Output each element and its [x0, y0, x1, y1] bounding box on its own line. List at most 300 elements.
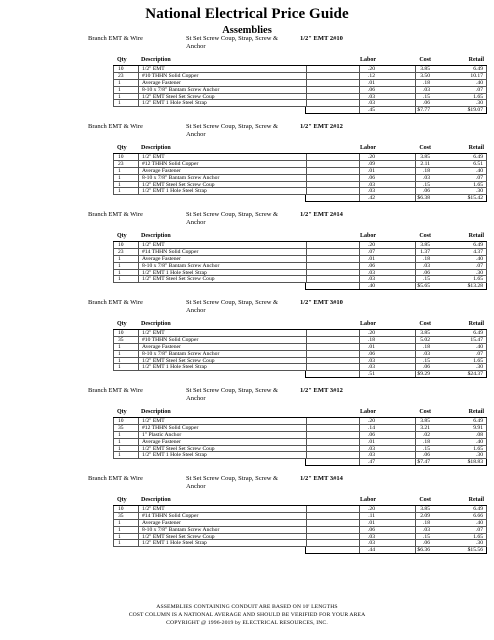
column-header-row [113, 409, 487, 417]
column-header-retail: Retail [468, 321, 484, 327]
cell-cost: .15 [423, 357, 430, 364]
column-header-labor: Labor [359, 57, 376, 63]
cell-labor: .18 [368, 336, 375, 343]
cell-retail: 9.91 [473, 424, 483, 431]
cell-desc: 8-10 x 7/8" Bantam Screw Anchor [142, 350, 220, 357]
column-divider [306, 182, 307, 188]
cell-retail: .40 [476, 79, 483, 86]
cell-desc: #10 THHN Solid Copper [142, 72, 199, 79]
cell-desc: 8-10 x 7/8" Bantam Screw Anchor [142, 86, 220, 93]
cell-cost: .18 [423, 255, 430, 262]
cell-labor: .06 [368, 86, 375, 93]
cell-desc: Average Fastener [142, 343, 181, 350]
column-divider [359, 344, 360, 350]
cell-desc: 1" Plastic Anchor [142, 431, 182, 438]
section-category: Branch EMT & Wire [88, 475, 143, 482]
column-header-cost: Cost [419, 57, 431, 63]
column-divider [359, 534, 360, 540]
total-cost: $5.65 [417, 283, 430, 290]
column-divider [138, 439, 139, 445]
table-row [113, 263, 487, 270]
column-divider [415, 73, 416, 79]
cell-desc: #14 THHN Solid Copper [142, 512, 199, 519]
cell-retail: 6.49 [473, 242, 483, 248]
cell-retail: .30 [476, 269, 483, 276]
column-divider [415, 547, 416, 553]
column-divider [359, 547, 360, 553]
section-table [113, 145, 487, 202]
cell-retail: 6.49 [473, 66, 483, 72]
column-divider [138, 358, 139, 364]
column-divider [415, 534, 416, 540]
cell-labor: .03 [368, 181, 375, 188]
cell-labor: .01 [368, 79, 375, 86]
table-row [113, 242, 487, 249]
cell-retail: .40 [476, 167, 483, 174]
table-row [113, 513, 487, 520]
cell-desc: #12 THHN Solid Copper [142, 160, 199, 167]
column-divider [359, 161, 360, 167]
table-row [113, 66, 487, 73]
section-table [113, 409, 487, 466]
section-method: St Set Screw Coup, Strap, Screw & Anchor [186, 123, 279, 138]
cell-desc: 8-10 x 7/8" Bantam Screw Anchor [142, 262, 220, 269]
section-size: 1/2" EMT 2#14 [300, 211, 343, 218]
cell-desc: 1/2" EMT [142, 506, 165, 512]
column-divider [306, 364, 307, 370]
cell-labor: .01 [368, 438, 375, 445]
column-divider [306, 534, 307, 540]
cell-qty: 1 [118, 269, 121, 276]
section-category: Branch EMT & Wire [88, 387, 143, 394]
table-row [113, 452, 487, 459]
cell-cost: .06 [423, 364, 430, 371]
table-row [113, 534, 487, 541]
cell-qty: 1 [118, 93, 121, 100]
page-title: National Electrical Price Guide [145, 6, 349, 22]
cell-cost: 1.37 [420, 248, 430, 255]
cell-qty: 1 [118, 438, 121, 445]
total-cost: $6.38 [417, 195, 430, 202]
column-divider [359, 154, 360, 160]
cell-retail: 1.65 [473, 276, 483, 283]
total-labor: .42 [368, 195, 375, 202]
cell-labor: .11 [368, 512, 375, 519]
cell-cost: .15 [423, 445, 430, 452]
column-divider [138, 425, 139, 431]
column-header-cost: Cost [419, 497, 431, 503]
column-divider [359, 540, 360, 546]
cell-cost: 3.21 [420, 424, 430, 431]
cell-labor: .03 [368, 533, 375, 540]
cell-labor: .01 [368, 343, 375, 350]
section-header [0, 298, 494, 320]
cell-cost: .15 [423, 533, 430, 540]
section-header [0, 210, 494, 232]
column-header-row [113, 233, 487, 241]
column-divider [359, 337, 360, 343]
column-divider [138, 249, 139, 255]
column-divider [138, 80, 139, 86]
column-divider [306, 168, 307, 174]
cell-labor: .09 [368, 160, 375, 167]
column-divider [138, 256, 139, 262]
column-header-qty: Qty [117, 57, 127, 63]
cell-qty: 1 [118, 276, 121, 283]
cell-labor: .20 [368, 154, 375, 160]
column-header-qty: Qty [117, 145, 127, 151]
column-divider [415, 182, 416, 188]
table-row [113, 73, 487, 80]
section-category: Branch EMT & Wire [88, 211, 143, 218]
cell-qty: 1 [118, 100, 121, 107]
column-header-row [113, 497, 487, 505]
table-row [113, 161, 487, 168]
cell-labor: .20 [368, 66, 375, 72]
column-divider [359, 276, 360, 282]
total-retail: $15.42 [467, 195, 483, 202]
column-divider [415, 364, 416, 370]
assembly-section [0, 474, 494, 562]
cell-labor: .03 [368, 188, 375, 195]
column-divider [138, 351, 139, 357]
table-row [113, 425, 487, 432]
totals-box [305, 371, 487, 378]
cell-qty: 1 [118, 188, 121, 195]
column-divider [138, 520, 139, 526]
column-divider [138, 452, 139, 458]
cell-qty: 23 [118, 160, 124, 167]
table-row [113, 80, 487, 87]
section-method: St Set Screw Coup, Strap, Screw & Anchor [186, 387, 279, 402]
cell-labor: .03 [368, 269, 375, 276]
column-divider [138, 364, 139, 370]
section-method: St Set Screw Coup, Strap, Screw & Anchor [186, 475, 279, 490]
table-row [113, 94, 487, 101]
column-divider [359, 242, 360, 248]
cell-retail: .30 [476, 188, 483, 195]
cell-desc: 1/2" EMT 1 Hole Steel Strap [142, 100, 207, 107]
cell-cost: .18 [423, 167, 430, 174]
section-table [113, 233, 487, 290]
column-divider [359, 425, 360, 431]
column-divider [359, 418, 360, 424]
cell-cost: .03 [423, 526, 430, 533]
total-cost: $7.77 [417, 107, 430, 114]
column-header-qty: Qty [117, 233, 127, 239]
column-divider [415, 371, 416, 377]
column-divider [138, 432, 139, 438]
cell-cost: .03 [423, 262, 430, 269]
column-divider [138, 161, 139, 167]
cell-desc: 1/2" EMT Steel Set Screw Coup [142, 357, 215, 364]
assembly-section [0, 298, 494, 386]
column-divider [415, 358, 416, 364]
column-header-cost: Cost [419, 233, 431, 239]
column-divider [306, 425, 307, 431]
cell-qty: 1 [118, 533, 121, 540]
column-divider [138, 87, 139, 93]
column-divider [415, 94, 416, 100]
total-retail: $18.83 [467, 459, 483, 466]
cell-qty: 1 [118, 519, 121, 526]
section-method: St Set Screw Coup, Strap, Screw & Anchor [186, 35, 279, 50]
cell-desc: 1/2" EMT 1 Hole Steel Strap [142, 269, 207, 276]
column-divider [138, 188, 139, 194]
section-category: Branch EMT & Wire [88, 123, 143, 130]
cell-cost: 3.50 [420, 72, 430, 79]
column-divider [359, 330, 360, 336]
totals-row [113, 283, 487, 290]
column-divider [359, 527, 360, 533]
cell-cost: 2.09 [420, 512, 430, 519]
column-divider [415, 242, 416, 248]
column-divider [138, 242, 139, 248]
column-divider [306, 175, 307, 181]
cell-retail: 10.17 [470, 72, 483, 79]
cell-cost: .03 [423, 86, 430, 93]
cell-cost: 5.02 [420, 336, 430, 343]
table-row [113, 351, 487, 358]
cell-qty: 23 [118, 248, 124, 255]
section-table [113, 57, 487, 114]
cell-qty: 35 [118, 424, 124, 431]
cell-cost: .06 [423, 269, 430, 276]
cell-desc: 1/2" EMT [142, 242, 165, 248]
column-divider [306, 270, 307, 276]
column-divider [415, 161, 416, 167]
total-labor: .45 [368, 107, 375, 114]
column-divider [359, 283, 360, 289]
totals-box [305, 107, 487, 114]
cell-desc: #12 THHN Solid Copper [142, 424, 199, 431]
column-divider [415, 87, 416, 93]
total-labor: .47 [368, 459, 375, 466]
cell-desc: Average Fastener [142, 519, 181, 526]
column-header-description: Description [141, 497, 171, 503]
cell-qty: 1 [118, 357, 121, 364]
cell-labor: .20 [368, 506, 375, 512]
totals-row [113, 107, 487, 114]
cell-desc: Average Fastener [142, 438, 181, 445]
cell-retail: 1.65 [473, 93, 483, 100]
column-header-description: Description [141, 409, 171, 415]
cell-labor: .06 [368, 262, 375, 269]
column-divider [306, 540, 307, 546]
cell-qty: 1 [118, 526, 121, 533]
column-divider [359, 73, 360, 79]
column-header-cost: Cost [419, 145, 431, 151]
column-divider [415, 506, 416, 512]
cell-cost: .18 [423, 343, 430, 350]
cell-retail: .40 [476, 343, 483, 350]
column-header-labor: Labor [359, 233, 376, 239]
cell-retail: .07 [476, 262, 483, 269]
cell-qty: 1 [118, 540, 121, 547]
total-labor: .51 [368, 371, 375, 378]
table-row [113, 520, 487, 527]
column-divider [306, 351, 307, 357]
cell-retail: 1.65 [473, 533, 483, 540]
cell-qty: 23 [118, 72, 124, 79]
assembly-section [0, 386, 494, 474]
cell-desc: 1/2" EMT Steel Set Screw Coup [142, 445, 215, 452]
column-divider [415, 270, 416, 276]
column-divider [359, 439, 360, 445]
table-row [113, 446, 487, 453]
cell-cost: .15 [423, 276, 430, 283]
cell-desc: 8-10 x 7/8" Bantam Screw Anchor [142, 174, 220, 181]
column-divider [138, 154, 139, 160]
totals-box [305, 547, 487, 554]
section-size: 1/2" EMT 2#12 [300, 123, 343, 130]
column-divider [138, 66, 139, 72]
cell-labor: .06 [368, 431, 375, 438]
column-divider [306, 249, 307, 255]
cell-desc: 1/2" EMT [142, 154, 165, 160]
footer-line-conduit: ASSEMBLIES CONTAINING CONDUIT ARE BASED ON 10' LENGTHS [156, 604, 338, 610]
column-divider [306, 256, 307, 262]
cell-labor: .03 [368, 100, 375, 107]
cell-desc: 1/2" EMT Steel Set Screw Coup [142, 93, 215, 100]
cell-qty: 10 [118, 418, 124, 424]
cell-labor: .03 [368, 445, 375, 452]
cell-qty: 1 [118, 167, 121, 174]
column-divider [415, 425, 416, 431]
column-header-labor: Labor [359, 321, 376, 327]
column-divider [138, 446, 139, 452]
column-divider [306, 100, 307, 106]
column-divider [306, 506, 307, 512]
column-divider [138, 94, 139, 100]
totals-box [305, 459, 487, 466]
column-divider [359, 175, 360, 181]
column-divider [306, 80, 307, 86]
cell-labor: .07 [368, 248, 375, 255]
section-size: 1/2" EMT 3#10 [300, 299, 343, 306]
cell-qty: 35 [118, 336, 124, 343]
column-divider [415, 527, 416, 533]
cell-labor: .01 [368, 167, 375, 174]
column-divider [359, 188, 360, 194]
cell-retail: .08 [476, 431, 483, 438]
cell-retail: .07 [476, 174, 483, 181]
column-divider [306, 276, 307, 282]
column-divider [415, 337, 416, 343]
total-labor: .44 [368, 547, 375, 554]
cell-retail: 1.65 [473, 181, 483, 188]
cell-labor: .20 [368, 330, 375, 336]
column-header-labor: Labor [359, 497, 376, 503]
cell-labor: .06 [368, 174, 375, 181]
column-header-retail: Retail [468, 233, 484, 239]
cell-retail: .30 [476, 364, 483, 371]
column-divider [138, 337, 139, 343]
cell-labor: .06 [368, 350, 375, 357]
cell-labor: .03 [368, 364, 375, 371]
column-divider [359, 80, 360, 86]
column-divider [138, 506, 139, 512]
totals-box [305, 283, 487, 290]
cell-retail: 1.65 [473, 445, 483, 452]
column-header-labor: Labor [359, 409, 376, 415]
column-divider [359, 371, 360, 377]
cell-labor: .01 [368, 255, 375, 262]
column-divider [415, 263, 416, 269]
column-divider [306, 527, 307, 533]
column-divider [306, 358, 307, 364]
cell-retail: 6.49 [473, 154, 483, 160]
column-divider [138, 540, 139, 546]
column-divider [138, 418, 139, 424]
totals-row [113, 459, 487, 466]
cell-retail: .07 [476, 526, 483, 533]
column-divider [415, 446, 416, 452]
column-divider [306, 344, 307, 350]
cell-desc: Average Fastener [142, 167, 181, 174]
column-divider [138, 270, 139, 276]
cell-cost: 3.85 [420, 66, 430, 72]
cell-retail: 6.49 [473, 330, 483, 336]
footer-line-cost: COST COLUMN IS A NATIONAL AVERAGE AND SHOULD BE VERIFIED FOR YOUR AREA [128, 612, 366, 618]
cell-retail: 4.37 [473, 248, 483, 255]
column-divider [138, 168, 139, 174]
item-grid [113, 153, 487, 195]
column-divider [306, 188, 307, 194]
column-header-qty: Qty [117, 497, 127, 503]
column-divider [359, 506, 360, 512]
column-header-qty: Qty [117, 409, 127, 415]
cell-retail: 6.66 [473, 512, 483, 519]
column-divider [306, 87, 307, 93]
column-divider [306, 439, 307, 445]
table-row [113, 188, 487, 195]
column-divider [306, 94, 307, 100]
section-method: St Set Screw Coup, Strap, Screw & Anchor [186, 299, 279, 314]
column-divider [415, 520, 416, 526]
cell-qty: 10 [118, 242, 124, 248]
column-header-retail: Retail [468, 145, 484, 151]
cell-qty: 1 [118, 364, 121, 371]
section-header [0, 34, 494, 56]
cell-desc: 1/2" EMT Steel Set Screw Coup [142, 181, 215, 188]
table-row [113, 100, 487, 107]
table-row [113, 506, 487, 513]
cell-desc: #14 THHN Solid Copper [142, 248, 199, 255]
section-method: St Set Screw Coup, Strap, Screw & Anchor [186, 211, 279, 226]
cell-cost: .06 [423, 452, 430, 459]
column-divider [359, 432, 360, 438]
totals-row [113, 371, 487, 378]
item-grid [113, 329, 487, 371]
column-divider [138, 534, 139, 540]
table-row [113, 439, 487, 446]
column-divider [359, 168, 360, 174]
cell-retail: 6.51 [473, 160, 483, 167]
table-row [113, 270, 487, 277]
column-header-row [113, 145, 487, 153]
column-header-row [113, 57, 487, 65]
cell-cost: 3.85 [420, 418, 430, 424]
cell-desc: 1/2" EMT 1 Hole Steel Strap [142, 364, 207, 371]
table-row [113, 249, 487, 256]
item-grid [113, 505, 487, 547]
column-divider [415, 195, 416, 201]
column-divider [306, 263, 307, 269]
assembly-sections [0, 34, 494, 562]
cell-qty: 10 [118, 506, 124, 512]
cell-qty: 10 [118, 66, 124, 72]
